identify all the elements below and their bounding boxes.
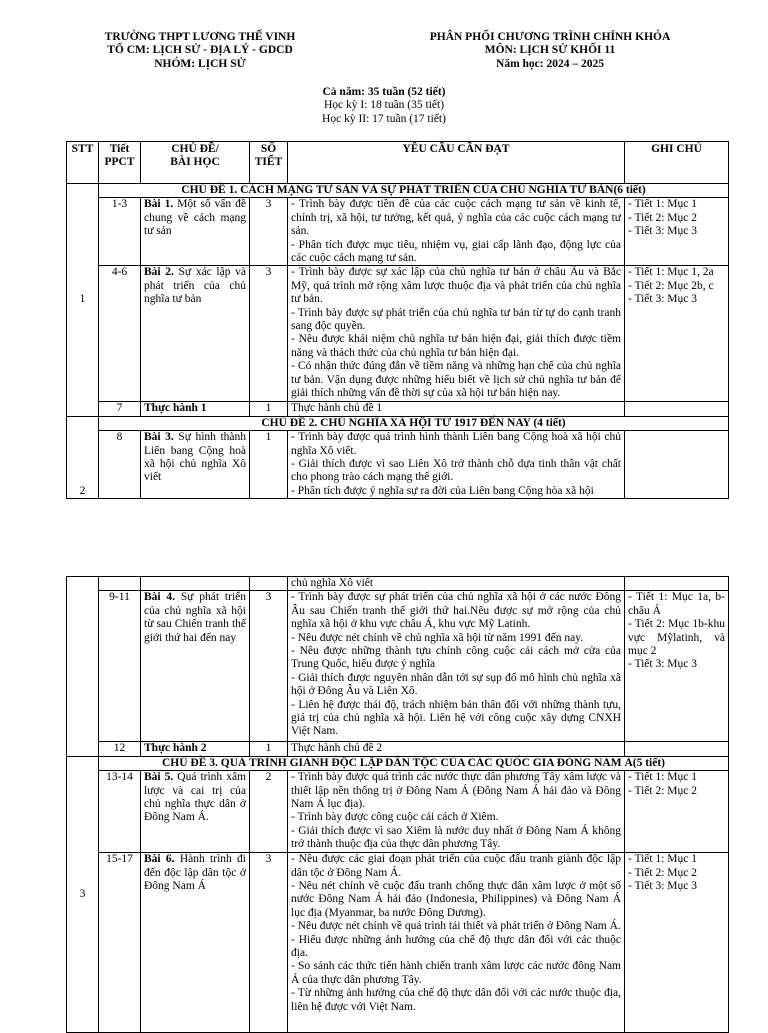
table-header-row (67, 142, 729, 184)
period-count-cell: 1 (250, 402, 288, 416)
period-count-cell: 3 (250, 198, 288, 266)
header-yeu-cau: YÊU CẦU CẦN ĐẠT (288, 142, 625, 184)
program-title: PHÂN PHỐI CHƯƠNG TRÌNH CHÍNH KHÓA (429, 31, 671, 43)
program-info (390, 31, 710, 71)
semester-1-summary: Học kỳ I: 18 tuần (35 tiết) (323, 99, 445, 112)
schedule-summary (0, 86, 768, 126)
period-count-cell: 1 (250, 742, 288, 756)
curriculum-table-part-1 (66, 141, 729, 499)
school-year: Năm học: 2024 – 2025 (496, 57, 604, 70)
header-tiet: Tiết PPCT (99, 142, 141, 184)
header-stt: STT (67, 142, 99, 184)
tiet-cell: 9-11 (99, 591, 141, 742)
notes-cell (625, 742, 729, 756)
lesson-cell (141, 577, 250, 591)
table-row-continued (67, 577, 729, 591)
lesson-cell: Bài 4. Sự phát triển của chủ nghĩa xã hội từ sau Chiến tranh thế giới thứ hai đến nay (141, 591, 250, 742)
notes-cell: - Tiết 1: Mục 1a, b- châu Á - Tiết 2: Mục 1b-khu vực Mỹlatinh, và mục 2 - Tiết 3: Mục 3 (625, 591, 729, 742)
stt-cell (67, 577, 99, 757)
lesson-cell: Bài 2. Sự xác lập và phát triển của chủ nghĩa tư bản (141, 266, 250, 402)
lesson-cell: Bài 1. Một số vấn đề chung về cách mạng tư sản (141, 198, 250, 266)
header-so-tiet: SỐ TIẾT (250, 142, 288, 184)
period-count-cell (250, 577, 288, 591)
requirements-cell: - Trình bày được sự phát triển của chủ nghĩa xã hội ở các nước Đông Âu sau Chiến tranh thế giới thứ hai.Nêu được sự mở rộng của chủ nghĩa xã hội ở khu vực châu Á, khu vực Mỹ Latinh. - Nêu được nét chính về chủ nghĩa xã hội từ năm 1991 đến nay. - Nêu được những thành tựu chính công cuộc cải cách mở cửa của Trung Quốc, hiểu được ý nghĩa - Giải thích được nguyên nhân dẫn tới sự sụp đổ mô hình chủ nghĩa xã hội ở Đông Âu và Liên Xô. - Liên hệ được thái độ, trách nhiệm bản thân đối với những thành tựu, giá trị của chủ nghĩa xã hội. Liên hệ với công cuộc xây dựng CNXH Việt Nam. (288, 591, 625, 742)
tiet-cell: 7 (99, 402, 141, 416)
requirements-cell: - Trình bày được sự xác lập của chủ nghĩa tư bản ở châu Âu và Bắc Mỹ, quá trình mở rộng xâm lược thuộc địa và phát triển của chủ nghĩa tư bản. - Trình bày được sự phát triển của chủ nghĩa tư bản từ tự do cạnh tranh sang độc quyền. - Nêu được khái niệm chủ nghĩa tư bản hiện đại, giải thích được tiềm năng và thách thức của chủ nghĩa tư bản hiện đại. - Có nhận thức đúng đắn về tiềm năng và những hạn chế của chủ nghĩa tư bản. Vận dụng được những hiểu biết về lịch sử chủ nghĩa tư bản để giải thích những vấn đề thời sự của xã hội tư bản hiện nay. (288, 266, 625, 402)
requirements-cell: Thực hành chủ đề 1 (288, 402, 625, 416)
table-row (67, 402, 729, 416)
table-row (67, 431, 729, 499)
lesson-cell: Thực hành 2 (141, 742, 250, 756)
subject-name: MÔN: LỊCH SỬ KHỐI 11 (484, 44, 616, 57)
period-count-cell: 2 (250, 771, 288, 853)
topic-row (67, 756, 729, 770)
requirements-cell: - Nêu được các giai đoạn phát triển của cuộc đấu tranh giành độc lập dân tộc ở Đông Nam Á. - Nêu nét chính về cuộc đấu tranh chống thực dân xâm lược ở một số nước Đông Nam Á hải đảo (Indonesia, Philippines) và Đông Nam Á lục địa (Myanmar, ba nước Đông Dương). - Nêu được nét chính về quá trình tái thiết và phát triển ở Đông Nam Á. - Hiểu được những ảnh hưởng của chế độ thực dân đối với các thuộc địa. - So sánh các thức tiến hành chiến tranh xâm lược các nước đông Nam Á của thực dân phương Tây. - Từ những ảnh hưởng của chế độ thực dân đối với các nước thuộc địa, liên hệ được với Việt Nam. (288, 853, 625, 1033)
topic-title: CHỦ ĐỀ 1. CÁCH MẠNG TƯ SẢN VÀ SỰ PHÁT TRIỂN CỦA CHỦ NGHĨA TƯ BẢN(6 tiết) (99, 184, 729, 198)
curriculum-table-part-2 (66, 576, 729, 1033)
table-row (67, 771, 729, 853)
topic-row (67, 184, 729, 198)
tiet-cell (99, 577, 141, 591)
notes-cell (625, 577, 729, 591)
notes-cell (625, 431, 729, 499)
period-count-cell: 3 (250, 853, 288, 1033)
notes-cell: - Tiết 1: Mục 1 - Tiết 2: Mục 2 - Tiết 3: Mục 3 (625, 198, 729, 266)
requirements-cell: - Trình bày được tiền đề của các cuộc cách mạng tư sản về kinh tế, chính trị, xã hội, tư tưởng, kết quả, ý nghĩa của các cuộc cách mạng tư sản. - Phân tích được mục tiêu, nhiệm vụ, giai cấp lãnh đạo, động lực của các cuộc cách mạng tư sản. (288, 198, 625, 266)
topic-title: CHỦ ĐỀ 3. QUÁ TRÌNH GIÀNH ĐỘC LẬP DÂN TỘC CỦA CÁC QUỐC GIA ĐÔNG NAM Á(5 tiết) (99, 756, 729, 770)
requirements-cell: - Trình bày được quá trình hình thành Liên bang Cộng hoà xã hội chủ nghĩa Xô viết. - Giải thích được vì sao Liên Xô trở thành chỗ dựa tinh thần vật chất cho phong trào cách mạng thế giới. - Phân tích được ý nghĩa sự ra đời của Liên bang Cộng hòa xã hội (288, 431, 625, 499)
stt-cell: 2 (67, 416, 99, 498)
tiet-cell: 4-6 (99, 266, 141, 402)
topic-title: CHỦ ĐỀ 2. CHỦ NGHĨA XÃ HỘI TỪ 1917 ĐẾN NAY (4 tiết) (99, 416, 729, 430)
semester-2-summary: Học kỳ II: 17 tuần (17 tiết) (322, 112, 446, 125)
notes-cell (625, 402, 729, 416)
notes-cell: - Tiết 1: Mục 1 - Tiết 2: Mục 2 - Tiết 3: Mục 3 (625, 853, 729, 1033)
header-ghi-chu: GHI CHÚ (625, 142, 729, 184)
topic-row (67, 416, 729, 430)
requirements-cell: chủ nghĩa Xô viết (288, 577, 625, 591)
stt-cell: 3 (67, 756, 99, 1032)
table-row (67, 591, 729, 742)
table-row (67, 742, 729, 756)
tiet-cell: 1-3 (99, 198, 141, 266)
department-name: TỔ CM: LỊCH SỬ - ĐỊA LÝ - GDCD (107, 44, 293, 57)
notes-cell: - Tiết 1: Mục 1, 2a - Tiết 2: Mục 2b, c - Tiết 3: Mục 3 (625, 266, 729, 402)
tiet-cell: 8 (99, 431, 141, 499)
table-row (67, 266, 729, 402)
requirements-cell: - Trình bày được quá trình các nước thực dân phương Tây xâm lược và thiết lập nền thống trị ở Đông Nam Á (Đông Nam Á hải đảo và Đông Nam Á lục địa). - Trình bày được công cuộc cải cách ở Xiêm. - Giải thích được vì sao Xiêm là nước duy nhất ở Đông Nam Á không trở thành thuộc địa của thực dân phương Tây. (288, 771, 625, 853)
requirements-cell: Thực hành chủ đề 2 (288, 742, 625, 756)
table-row (67, 198, 729, 266)
stt-cell: 1 (67, 184, 99, 417)
school-name: TRƯỜNG THPT LƯƠNG THẾ VINH (104, 31, 296, 43)
period-count-cell: 1 (250, 431, 288, 499)
tiet-cell: 13-14 (99, 771, 141, 853)
period-count-cell: 3 (250, 266, 288, 402)
full-year-summary: Cả năm: 35 tuần (52 tiết) (322, 86, 446, 98)
table-row (67, 853, 729, 1033)
lesson-cell: Bài 5. Quá trình xâm lược và cai trị của chủ nghĩa thực dân ở Đông Nam Á. (141, 771, 250, 853)
period-count-cell: 3 (250, 591, 288, 742)
header-chude: CHỦ ĐỀ/ BÀI HỌC (141, 142, 250, 184)
tiet-cell: 15-17 (99, 853, 141, 1033)
lesson-cell: Bài 6. Hành trình đi đến độc lập dân tộc ở Đông Nam Á (141, 853, 250, 1033)
notes-cell: - Tiết 1: Mục 1 - Tiết 2: Mục 2 (625, 771, 729, 853)
lesson-cell: Thực hành 1 (141, 402, 250, 416)
group-name: NHÓM: LỊCH SỬ (154, 57, 246, 70)
lesson-cell: Bài 3. Sự hình thành Liên bang Cộng hoà xã hội chủ nghĩa Xô viết (141, 431, 250, 499)
tiet-cell: 12 (99, 742, 141, 756)
school-info (60, 31, 340, 71)
